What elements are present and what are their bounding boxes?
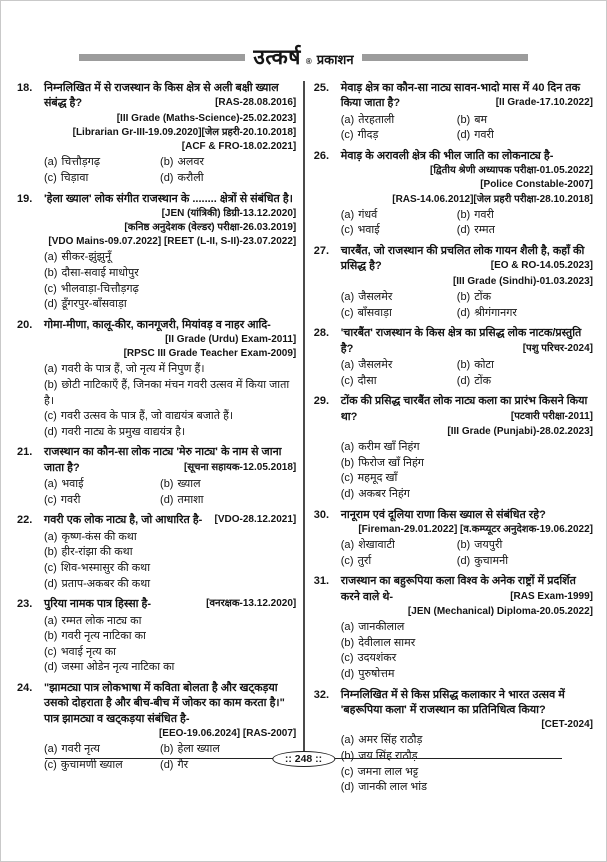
options — [44, 530, 296, 592]
exam-tag: [II Grade (Urdu) Exam-2011] — [165, 334, 297, 346]
option-label: (d) — [456, 306, 471, 319]
option-text: जैसलमेर — [358, 358, 393, 371]
option-label: (b) — [456, 208, 471, 221]
exam-tag: [III Grade (Maths-Science)-25.02.2023] — [116, 112, 297, 124]
publisher-suffix: प्रकाशन — [316, 52, 354, 67]
question-number: 23. — [17, 598, 33, 611]
option — [457, 290, 593, 306]
option-text: शिव-भस्मासुर की कथा — [60, 562, 151, 574]
option-text: करीम खाँ निहंग — [358, 441, 420, 454]
question — [314, 244, 593, 323]
publisher-logo — [253, 43, 353, 71]
option-label: (a) — [340, 621, 355, 634]
option-text: बम — [474, 113, 488, 126]
option — [457, 208, 593, 224]
option — [341, 733, 593, 749]
option-text: छोटी नाटिकाएँ हैं, जिनका मंचन गवरी उत्सव में किया जाता है। — [44, 378, 290, 407]
question-number: 24. — [17, 682, 33, 695]
question-body — [44, 597, 296, 678]
option — [457, 223, 593, 239]
option-label: (b) — [456, 358, 471, 371]
question — [314, 149, 593, 241]
options — [341, 733, 593, 795]
option-text: गवरी नाट्य के प्रमुख वाद्ययंत्र है। — [61, 425, 186, 438]
option-label: (d) — [160, 171, 174, 184]
option-label: (c) — [340, 129, 354, 142]
option — [44, 629, 296, 645]
header-rule-right — [362, 54, 528, 61]
exam-tag: [कनिष्ठ अनुदेशक (वेल्डर) परीक्षा-26.03.2019] — [124, 221, 297, 233]
option-label: (b) — [160, 743, 174, 756]
option — [44, 493, 160, 509]
option — [341, 749, 593, 765]
options — [341, 358, 593, 389]
question — [314, 508, 593, 572]
question-text: 'चारबैंत' राजस्थान के किस क्षेत्र का प्रसिद्ध लोक नाटक/प्रस्तुति है? [पशु परिचर-2024] — [340, 327, 593, 355]
question-number: 31. — [313, 575, 330, 588]
option-label: (c) — [44, 171, 57, 184]
header-rule-left — [79, 54, 245, 61]
options — [44, 477, 296, 508]
option — [457, 113, 593, 129]
question — [17, 445, 296, 510]
page-number-badge: :: 248 :: — [272, 751, 335, 767]
option-label: (a) — [44, 251, 58, 264]
option-text: शेखावाटी — [358, 538, 395, 551]
option — [44, 660, 296, 676]
option-label: (d) — [44, 661, 58, 674]
option-label: (a) — [340, 538, 355, 551]
option — [44, 577, 296, 593]
question — [17, 192, 296, 315]
question — [314, 574, 593, 684]
option-label: (d) — [44, 577, 58, 590]
option-text: टोंक — [474, 374, 492, 387]
option-label: (a) — [340, 358, 355, 371]
option — [44, 425, 296, 441]
option-label: (a) — [340, 290, 355, 303]
option-text: अलवर — [177, 156, 204, 169]
question-body — [341, 244, 593, 323]
options — [44, 155, 296, 186]
option-text: चित्तौड़गढ़ — [61, 156, 101, 169]
option-text: गवरी के पात्र हैं, जो नृत्य में निपुण हैं। — [61, 363, 205, 376]
option-text: जस्मा ओडेन नृत्य नाटिका का — [61, 661, 175, 674]
exam-tag: [VDO-28.12.2021] — [214, 514, 297, 526]
option-label: (b) — [44, 378, 58, 391]
option — [341, 440, 593, 456]
option-text: कोटा — [474, 358, 494, 371]
option-text: टोंक — [474, 290, 492, 303]
option-label: (a) — [44, 478, 58, 491]
option — [341, 651, 593, 667]
exam-tag: [Police Constable-2007] — [480, 179, 593, 191]
option-text: रम्मत — [474, 224, 495, 237]
option — [341, 667, 593, 683]
option-label: (d) — [456, 224, 471, 237]
question — [314, 394, 593, 504]
option-label: (d) — [456, 374, 471, 387]
question-text: 'हेला ख्याल' लोक संगीत राजस्थान के ........ क्षेत्रों से संबंधित है। [JEN (यांत्रिकी) डिग्री-13.12.2020] — [44, 192, 297, 219]
option-text: तुर्रा — [357, 554, 372, 567]
question-body — [44, 81, 296, 189]
option-label: (b) — [456, 538, 471, 551]
option — [44, 545, 296, 561]
option — [341, 374, 457, 390]
option-label: (a) — [340, 441, 355, 454]
option-text: जमना लाल भट्ट — [357, 765, 419, 778]
option-text: उदयशंकर — [357, 652, 397, 665]
question-number: 27. — [313, 244, 330, 257]
question-number: 18. — [17, 82, 33, 94]
option-label: (a) — [44, 156, 58, 169]
options — [341, 620, 593, 682]
option-text: चिड़ावा — [60, 171, 89, 184]
option — [341, 306, 457, 322]
option-label: (c) — [44, 562, 57, 574]
exam-tag: [RAS-28.08.2016] — [215, 97, 297, 109]
option-text: दौसा-सवाई माधोपुर — [61, 266, 139, 279]
option-label: (c) — [340, 224, 354, 237]
option-text: हीर-रांझा की कथा — [61, 546, 133, 559]
option-text: भीलवाड़ा-चित्तौड़गढ़ — [60, 282, 139, 295]
exam-tag: [पटवारी परीक्षा-2011] — [510, 410, 593, 422]
question-body — [341, 574, 593, 684]
option-label: (b) — [456, 113, 471, 126]
option — [44, 378, 296, 409]
option-text: करौली — [177, 171, 204, 184]
option-label: (a) — [340, 734, 355, 747]
options — [341, 538, 593, 569]
question-body — [341, 688, 593, 798]
option-text: पुरुषोत्तम — [358, 667, 395, 680]
option-label: (a) — [340, 113, 355, 126]
option-text: रम्मत लोक नाट्य का — [61, 614, 142, 627]
option-text: सीकर-झुंझुनूँ — [61, 251, 112, 264]
question — [314, 688, 593, 798]
exam-tag: [RAS-14.06.2012][जेल प्रहरी परीक्षा-28.10.2018] — [392, 193, 593, 205]
option-text: भवाई — [357, 224, 380, 237]
option-label: (d) — [456, 129, 471, 142]
option — [44, 297, 296, 313]
option-label: (c) — [44, 758, 57, 771]
option-text: कुचामनी — [474, 554, 509, 567]
options — [44, 250, 296, 312]
question-text: पुरिया नामक पात्र हिस्सा है- [वनरक्षक-13.12.2020] — [44, 598, 297, 611]
question — [314, 81, 593, 146]
options — [44, 362, 296, 440]
option-text: ख्याल — [177, 478, 201, 491]
question-number: 29. — [313, 395, 330, 408]
question-body — [44, 192, 296, 315]
option-text: जानकीलाल — [358, 621, 405, 634]
question-text: गवरी एक लोक नाट्य है, जो आधारित है- [VDO-28.12.2021] — [44, 514, 297, 527]
option-label: (c) — [340, 374, 354, 387]
question-text: निम्नलिखित में से राजस्थान के किस क्षेत्र से अली बक्षी ख्याल संबंद्ध है? [RAS-28.08.2016] — [44, 82, 297, 110]
question-number: 21. — [17, 446, 33, 459]
question-number: 32. — [313, 688, 330, 701]
question-number: 19. — [17, 192, 33, 205]
option — [44, 266, 296, 282]
option-text: भवाई — [61, 478, 84, 491]
option — [457, 306, 593, 322]
column-left — [17, 81, 303, 771]
question — [17, 597, 296, 678]
option-label: (b) — [340, 749, 355, 762]
exam-tag: [EEO-19.06.2024] [RAS-2007] — [158, 728, 297, 740]
option — [457, 554, 593, 570]
option-label: (b) — [340, 636, 355, 649]
option — [44, 742, 160, 758]
question-text: राजस्थान का बहुरूपिया कला विश्व के अनेक राष्ट्रों में प्रदर्शित करने वाले थे- [RAS Exam-1999] — [340, 575, 593, 603]
option-text: कुचामणी ख्याल — [60, 758, 123, 771]
exam-tag: [वनरक्षक-13.12.2020] — [206, 598, 297, 610]
option-label: (a) — [44, 614, 58, 627]
option-label: (c) — [44, 282, 57, 295]
option-text: देवीलाल सामर — [358, 636, 416, 649]
question-body — [341, 81, 593, 146]
question-body — [341, 326, 593, 391]
option — [341, 780, 593, 796]
question — [17, 81, 296, 189]
option-label: (b) — [340, 456, 355, 469]
option-label: (c) — [340, 652, 354, 665]
option-label: (c) — [340, 554, 354, 567]
option — [457, 538, 593, 554]
option-label: (d) — [160, 493, 174, 506]
option-text: बाँसवाड़ा — [357, 306, 392, 319]
option-text: गीदड़ — [357, 129, 379, 142]
exam-tag: [JEN (Mechanical) Diploma-20.05.2022] — [407, 605, 593, 617]
exam-tag: [द्वितीय श्रेणी अध्यापक परीक्षा-01.05.2022] — [430, 165, 593, 177]
question-text: नानूराम एवं दूलिया राणा किस ख्याल से संबंधित रहे? [Fireman-29.01.2022] [व.कम्प्यूटर अनुदेशक-19.06.2022] — [340, 508, 593, 535]
option-label: (d) — [340, 781, 355, 794]
exam-tag: [EO & RO-14.05.2023] — [490, 260, 593, 272]
option-text: डूँगरपुर-बाँसवाड़ा — [61, 298, 127, 311]
exam-tag: [CET-2024] — [541, 719, 593, 731]
option-text: फिरोज खाँ निहंग — [358, 456, 424, 469]
option — [341, 358, 457, 374]
option-text: तेरहताली — [358, 113, 395, 126]
option-label: (d) — [160, 758, 174, 771]
option-label: (a) — [44, 743, 58, 756]
option — [44, 477, 160, 493]
option — [44, 282, 296, 298]
question-body — [44, 681, 296, 775]
question-body — [44, 513, 296, 594]
question-number: 30. — [313, 508, 330, 521]
option-label: (d) — [44, 298, 58, 311]
question-text: मेवाड़ के अरावली क्षेत्र की भील जाति का लोकनाट्य है- [द्वितीय श्रेणी अध्यापक परीक्षा-01.05.2022] — [340, 150, 593, 177]
option — [44, 171, 160, 187]
option-text: गवरी — [474, 129, 494, 142]
option-label: (a) — [44, 363, 58, 376]
option-label: (a) — [340, 208, 355, 221]
option-text: जानकी लाल भांड — [358, 781, 427, 794]
option — [457, 358, 593, 374]
option-text: गवरी — [60, 493, 81, 506]
registered-mark: ® — [305, 57, 312, 66]
option-label: (b) — [160, 478, 174, 491]
option-label: (c) — [340, 472, 354, 485]
option-text: जैसलमेर — [358, 290, 393, 303]
exam-tag: [JEN (यांत्रिकी) डिग्री-13.12.2020] — [161, 207, 297, 219]
option-label: (b) — [160, 156, 174, 169]
option — [341, 636, 593, 652]
page-header — [1, 43, 606, 71]
option — [341, 223, 457, 239]
options — [341, 208, 593, 239]
question-number: 22. — [17, 514, 33, 527]
exam-tag: [पशु परिचर-2024] — [522, 342, 593, 354]
option-label: (b) — [44, 546, 58, 559]
option-text: दौसा — [357, 374, 377, 387]
exam-tag: [RPSC III Grade Teacher Exam-2009] — [123, 348, 297, 360]
option-text: प्रताप-अकबर की कथा — [61, 577, 151, 590]
option — [341, 113, 457, 129]
publisher-name: उत्कर्ष — [253, 46, 301, 69]
exam-tag: [III Grade (Sindhi)-01.03.2023] — [452, 275, 593, 287]
option — [457, 374, 593, 390]
option-text: जयपुरी — [474, 538, 503, 551]
option — [44, 530, 296, 546]
option-text: भवाई नृत्य का — [60, 645, 117, 658]
option — [341, 290, 457, 306]
option — [44, 561, 296, 577]
option — [341, 538, 457, 554]
option — [44, 362, 296, 378]
exam-tag: [RAS Exam-1999] — [510, 590, 593, 602]
question-text: चारबैंत, जो राजस्थान की प्रचलित लोक गायन शैली है, कहाँ की प्रसिद्ध है? [EO & RO-14.05.2023] — [340, 244, 593, 273]
option — [160, 477, 296, 493]
option-text: श्रीगंगानगर — [474, 306, 517, 319]
option-label: (d) — [456, 554, 471, 567]
option-text: हेला ख्याल — [177, 743, 220, 756]
options — [341, 113, 593, 144]
exam-tag: [ACF & FRO-18.02.2021] — [181, 141, 297, 153]
option — [341, 208, 457, 224]
option — [341, 487, 593, 503]
option-text: तमाशा — [177, 493, 204, 506]
options — [341, 290, 593, 321]
exam-tag: [सूचना सहायक-12.05.2018] — [184, 461, 297, 473]
option — [160, 493, 296, 509]
option-text: महमूद खाँ — [357, 472, 398, 485]
question-text: टोंक की प्रसिद्ध चारबैंत लोक नाट्य कला का प्रारंभ किसने किया था? [पटवारी परीक्षा-2011] — [340, 395, 593, 423]
column-right — [305, 81, 593, 794]
question-body — [341, 149, 593, 241]
exam-tag: [III Grade (Punjabi)-28.02.2023] — [447, 425, 593, 437]
option — [160, 171, 296, 187]
option-label: (b) — [44, 630, 58, 643]
option-label: (c) — [44, 410, 57, 423]
question-number: 25. — [313, 82, 330, 94]
option-label: (d) — [340, 667, 355, 680]
option — [341, 456, 593, 472]
option — [44, 409, 296, 425]
option — [457, 128, 593, 144]
option-label: (d) — [340, 487, 355, 500]
question-body — [44, 445, 296, 510]
question-body — [44, 318, 296, 443]
exam-tag: [Fireman-29.01.2022] [व.कम्प्यूटर अनुदेशक-19.06.2022] — [358, 523, 593, 535]
question — [17, 681, 296, 775]
question-text: मेवाड़ क्षेत्र का कौन-सा नाट्य सावन-भादो मास में 40 दिन तक किया जाता है? [II Grade-17.10.2022] — [340, 82, 593, 110]
option — [44, 155, 160, 171]
exam-tag: [VDO Mains-09.07.2022] [REET (L-II, S-II)-23.07.2022] — [48, 236, 297, 248]
option-text: गैर — [177, 758, 189, 771]
question — [17, 318, 296, 443]
question-text: गोमा-मीणा, कालू-कीर, कानगूजरी, मियांवड़ व नाहर आदि- [II Grade (Urdu) Exam-2011] — [44, 318, 297, 346]
option — [341, 620, 593, 636]
option-text: अमर सिंह राठौड़ — [358, 734, 423, 747]
option — [44, 614, 296, 630]
question-number: 28. — [313, 327, 330, 340]
option-text: जय सिंह राठौड़ — [358, 749, 418, 762]
option — [160, 155, 296, 171]
question-body — [341, 394, 593, 504]
option-label: (c) — [340, 306, 354, 319]
question-text: "झामट्या पात्र लोकभाषा में कविता बोलता है और खट्कड़या उसको दोहराता है और बीच-बीच में जोकर का काम करता है।" पात्र झामट्या व खट्कड़या संबंधित है- [EEO-19.06.2024] [RAS-2007] — [44, 682, 297, 740]
option-text: अकबर निहंग — [358, 487, 410, 500]
question-number: 20. — [17, 318, 33, 331]
option-text: गवरी नृत्य — [61, 743, 100, 756]
option-text: गवरी नृत्य नाटिका का — [61, 630, 146, 643]
option-label: (c) — [340, 765, 354, 778]
option-text: गवरी — [474, 208, 494, 221]
option-label: (c) — [44, 493, 57, 506]
question-body — [341, 508, 593, 572]
option-text: गवरी उत्सव के पात्र हैं, जो वाद्ययंत्र बजाते हैं। — [60, 410, 234, 423]
option-label: (a) — [44, 530, 58, 543]
option-text: गंधर्व — [358, 208, 378, 221]
question-number: 26. — [313, 150, 330, 162]
option-label: (b) — [456, 290, 471, 303]
question-text: राजस्थान का कौन-सा लोक नाट्य 'मेरु नाट्य' के नाम से जाना जाता है? [सूचना सहायक-12.05.2018] — [44, 446, 297, 474]
option — [44, 758, 160, 774]
option-label: (b) — [44, 266, 58, 279]
question — [314, 326, 593, 391]
option-text: कृष्ण-कंस की कथा — [61, 530, 137, 543]
question-text: निम्नलिखित में से किस प्रसिद्ध कलाकार ने भारत उत्सव में 'बहरूपिया कला' में राजस्थान का प्रतिनिधित्व किया? [CET-2024] — [340, 688, 593, 731]
option — [341, 765, 593, 781]
exam-tag: [II Grade-17.10.2022] — [495, 97, 593, 109]
option — [341, 554, 457, 570]
options — [341, 440, 593, 502]
exam-tag: [Librarian Gr-III-19.09.2020][जेल प्रहरी-20.10.2018] — [72, 126, 297, 138]
option-label: (d) — [44, 425, 58, 438]
options — [44, 614, 296, 676]
option — [44, 645, 296, 661]
option — [341, 128, 457, 144]
option — [44, 250, 296, 266]
question — [17, 513, 296, 594]
option — [341, 471, 593, 487]
option-label: (c) — [44, 645, 57, 658]
